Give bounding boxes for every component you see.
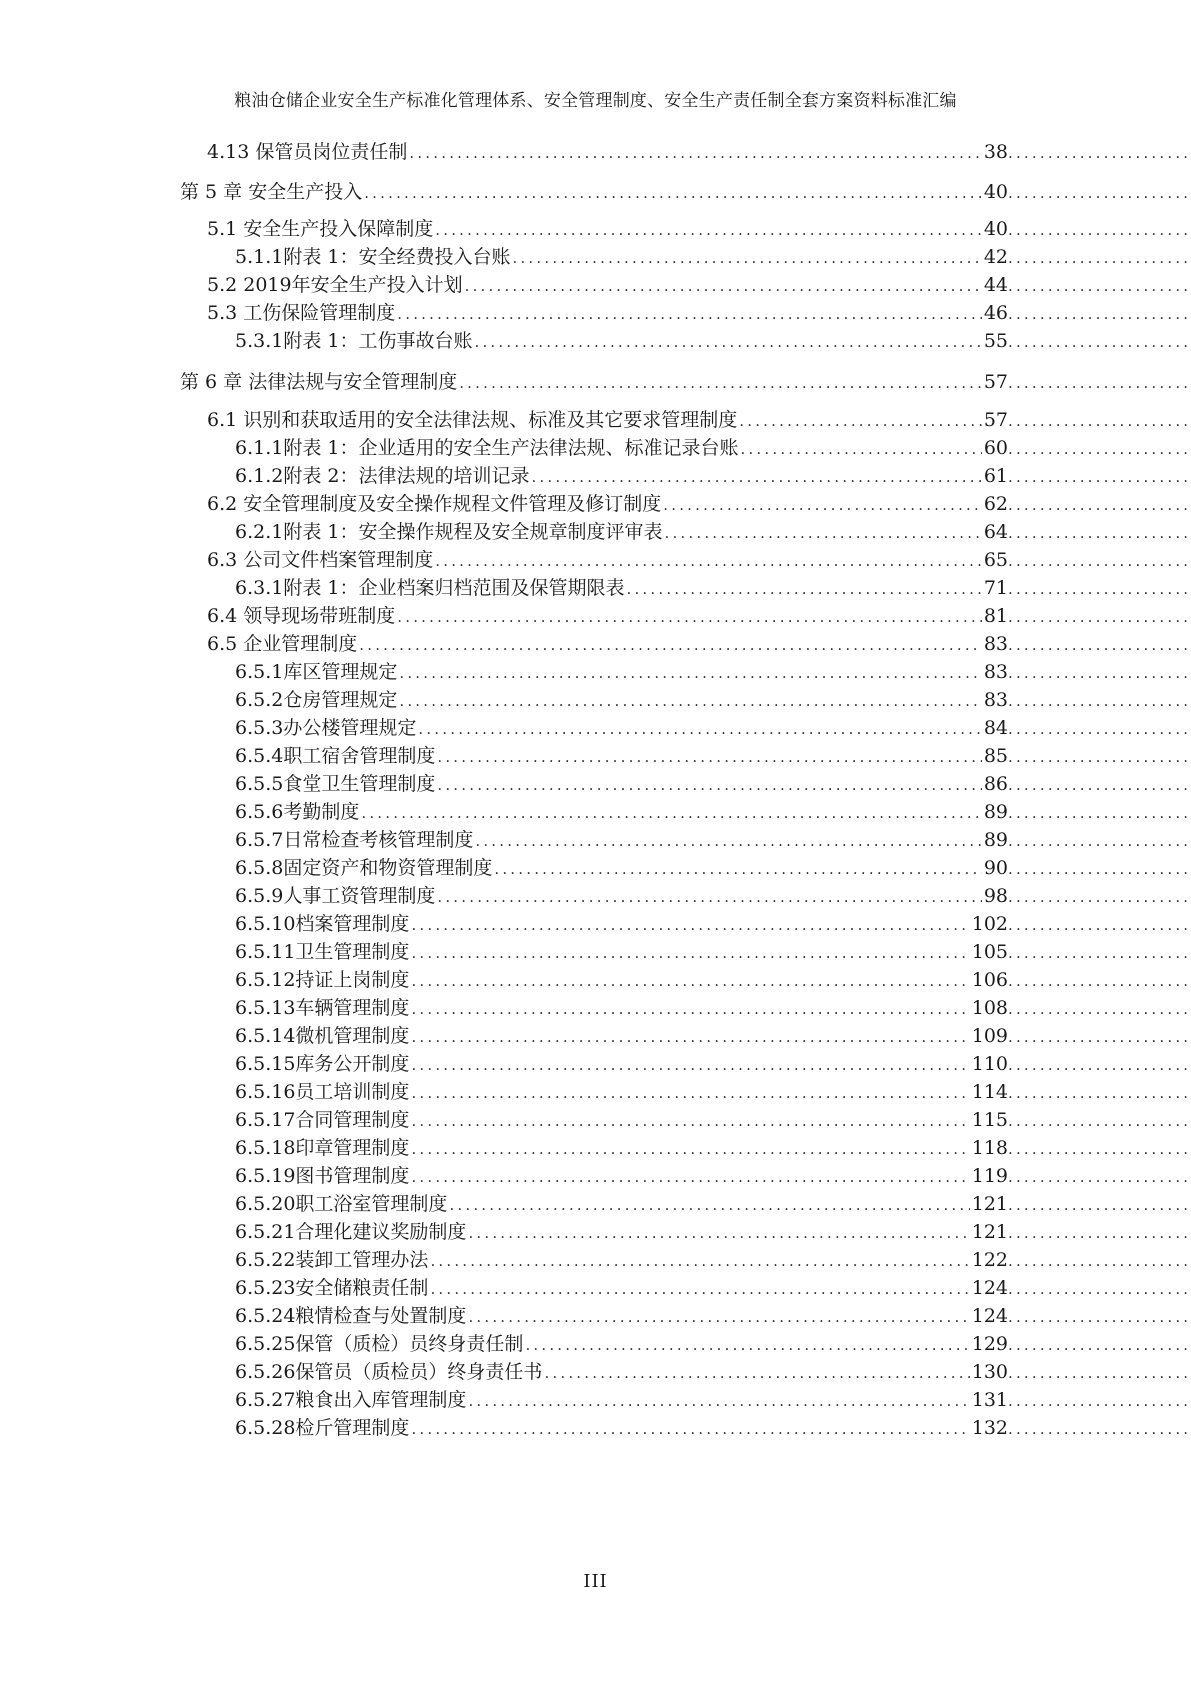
toc-entry-label: 6.5.18印章管理制度 [235, 1137, 410, 1159]
dot-leader-tail [1008, 1277, 1188, 1301]
toc-entry [235, 1220, 1188, 1244]
toc-entry-page: 106 [971, 969, 1008, 991]
dot-leader [531, 465, 981, 489]
dot-leader-tail [1008, 801, 1188, 825]
dot-leader-tail [1008, 1137, 1188, 1161]
toc-entry [235, 329, 1188, 353]
toc-entry-label: 6.5.1库区管理规定 [235, 661, 398, 683]
toc-entry-page: 40 [983, 218, 1008, 240]
dot-leader-tail [1008, 1333, 1188, 1357]
toc-entry-label: 第 6 章 法律法规与安全管理制度 [180, 371, 458, 393]
dot-leader-tail [1008, 181, 1188, 205]
toc-chapter-entry [180, 180, 1188, 204]
toc-entry [207, 604, 1188, 628]
dot-leader-tail [1008, 605, 1188, 629]
toc-entry-page: 65 [983, 549, 1008, 571]
toc-entry-label: 6.5.16员工培训制度 [235, 1081, 410, 1103]
toc-entry-label: 5.2 2019年安全生产投入计划 [207, 274, 463, 296]
toc-entry [235, 1052, 1188, 1076]
toc-entry-label: 6.1.2附表 2：法律法规的培训记录 [235, 465, 530, 487]
toc-entry [235, 464, 1188, 488]
toc-entry-page: 83 [983, 661, 1008, 683]
toc-entry-label: 6.2 安全管理制度及安全操作规程文件管理及修订制度 [207, 493, 662, 515]
dot-leader-tail [1008, 1165, 1188, 1189]
toc-entry-label: 6.5.4职工宿舍管理制度 [235, 745, 436, 767]
dot-leader [430, 1277, 969, 1301]
toc-entry-label: 6.5.28检斤管理制度 [235, 1417, 410, 1439]
dot-leader [435, 549, 982, 573]
dot-leader [411, 941, 969, 965]
dot-leader [739, 409, 982, 433]
toc-entry-page: 62 [983, 493, 1008, 515]
toc-entry-page: 124 [971, 1305, 1008, 1327]
toc-entry-label: 6.2.1附表 1：安全操作规程及安全规章制度评审表 [235, 521, 663, 543]
dot-leader-tail [1008, 773, 1188, 797]
dot-leader-tail [1008, 913, 1188, 937]
dot-leader [364, 181, 982, 205]
dot-leader-tail [1008, 941, 1188, 965]
toc-entry-page: 132 [971, 1417, 1008, 1439]
toc-entry [235, 912, 1188, 936]
dot-leader-tail [1008, 521, 1188, 545]
toc-entry-label: 6.5.8固定资产和物资管理制度 [235, 857, 493, 879]
dot-leader-tail [1008, 1417, 1188, 1441]
toc-entry [235, 1388, 1188, 1412]
toc-entry-page: 109 [971, 1025, 1008, 1047]
toc-entry-label: 6.1 识别和获取适用的安全法律法规、标准及其它要求管理制度 [207, 409, 738, 431]
toc-entry [235, 520, 1188, 544]
toc-entry-label: 6.5.19图书管理制度 [235, 1165, 410, 1187]
dot-leader-tail [1008, 969, 1188, 993]
dot-leader-tail [1008, 246, 1188, 270]
toc-entry-page: 57 [983, 409, 1008, 431]
toc-entry-label: 6.5.11卫生管理制度 [235, 941, 410, 963]
dot-leader [740, 437, 981, 461]
toc-entry [207, 217, 1188, 241]
toc-entry-label: 6.5.26保管员（质检员）终身责任书 [235, 1361, 543, 1383]
dot-leader [468, 1221, 969, 1245]
dot-leader-tail [1008, 493, 1188, 517]
dot-leader [399, 661, 981, 685]
toc-entry-label: 6.5.15库务公开制度 [235, 1053, 410, 1075]
dot-leader [494, 857, 981, 881]
toc-entry-page: 61 [983, 465, 1008, 487]
dot-leader-tail [1008, 1305, 1188, 1329]
toc-entry [235, 772, 1188, 796]
dot-leader-tail [1008, 633, 1188, 657]
dot-leader [411, 1137, 969, 1161]
toc-entry [235, 660, 1188, 684]
toc-entry-label: 6.5.6考勤制度 [235, 801, 360, 823]
toc-entry [235, 940, 1188, 964]
toc-entry-label: 6.5.12持证上岗制度 [235, 969, 410, 991]
toc-entry [207, 301, 1188, 325]
dot-leader [475, 829, 981, 853]
dot-leader [435, 218, 982, 242]
toc-entry-page: 81 [983, 605, 1008, 627]
toc-entry-label: 6.5.17合同管理制度 [235, 1109, 410, 1131]
toc-entry-label: 6.5.14微机管理制度 [235, 1025, 410, 1047]
toc-entry-page: 46 [983, 302, 1008, 324]
toc-entry-page: 122 [971, 1249, 1008, 1271]
toc-entry [207, 140, 1188, 164]
dot-leader-tail [1008, 218, 1188, 242]
toc-entry-label: 6.5.21合理化建议奖励制度 [235, 1221, 467, 1243]
toc-entry-label: 5.1.1附表 1：安全经费投入台账 [235, 246, 511, 268]
dot-leader-tail [1008, 409, 1188, 433]
dot-leader-tail [1008, 1081, 1188, 1105]
toc-entry-page: 121 [971, 1221, 1008, 1243]
toc-entry-label: 6.5.20职工浴室管理制度 [235, 1193, 448, 1215]
toc-entry-page: 40 [983, 181, 1008, 203]
toc-entry [235, 1276, 1188, 1300]
dot-leader [359, 633, 982, 657]
toc-entry-page: 55 [983, 330, 1008, 352]
toc-entry [235, 968, 1188, 992]
dot-leader [361, 801, 981, 825]
toc-entry [207, 548, 1188, 572]
dot-leader-tail [1008, 1361, 1188, 1385]
toc-entry [235, 744, 1188, 768]
toc-entry [235, 1164, 1188, 1188]
dot-leader [663, 493, 982, 517]
toc-entry [235, 1360, 1188, 1384]
toc-entry-page: 89 [983, 801, 1008, 823]
dot-leader-tail [1008, 577, 1188, 601]
toc-entry-page: 102 [971, 913, 1008, 935]
toc-entry-page: 90 [983, 857, 1008, 879]
dot-leader [468, 1389, 969, 1413]
dot-leader-tail [1008, 371, 1188, 395]
dot-leader [430, 1249, 969, 1273]
dot-leader [465, 274, 982, 298]
dot-leader-tail [1008, 549, 1188, 573]
dot-leader [399, 689, 981, 713]
toc-entry-page: 57 [983, 371, 1008, 393]
toc-entry [235, 245, 1188, 269]
dot-leader [411, 1025, 969, 1049]
toc-entry-label: 6.5.9人事工资管理制度 [235, 885, 436, 907]
toc-entry-page: 124 [971, 1277, 1008, 1299]
toc-entry-label: 6.5.24粮情检查与处置制度 [235, 1305, 467, 1327]
dot-leader-tail [1008, 437, 1188, 461]
toc-entry [235, 1304, 1188, 1328]
toc-entry [235, 800, 1188, 824]
toc-entry-page: 64 [983, 521, 1008, 543]
toc-entry-page: 89 [983, 829, 1008, 851]
toc-entry-page: 121 [971, 1193, 1008, 1215]
toc-entry-label: 6.5.10档案管理制度 [235, 913, 410, 935]
dot-leader-tail [1008, 717, 1188, 741]
dot-leader-tail [1008, 274, 1188, 298]
dot-leader-tail [1008, 330, 1188, 354]
toc-entry-page: 131 [971, 1389, 1008, 1411]
dot-leader-tail [1008, 661, 1188, 685]
dot-leader-tail [1008, 689, 1188, 713]
dot-leader [449, 1193, 969, 1217]
dot-leader [664, 521, 981, 545]
toc-entry [235, 1080, 1188, 1104]
dot-leader [411, 1109, 969, 1133]
toc-entry-label: 6.5.25保管（质检）员终身责任制 [235, 1333, 524, 1355]
dot-leader-tail [1008, 302, 1188, 326]
dot-leader [409, 141, 981, 165]
dot-leader [437, 745, 981, 769]
dot-leader-tail [1008, 1221, 1188, 1245]
dot-leader [626, 577, 981, 601]
dot-leader-tail [1008, 745, 1188, 769]
dot-leader [418, 717, 981, 741]
toc-entry [235, 1192, 1188, 1216]
toc-entry-page: 42 [983, 246, 1008, 268]
dot-leader [411, 1417, 969, 1441]
dot-leader-tail [1008, 829, 1188, 853]
toc-entry-label: 6.1.1附表 1：企业适用的安全生产法律法规、标准记录台账 [235, 437, 739, 459]
toc-entry-label: 6.3.1附表 1：企业档案归档范围及保管期限表 [235, 577, 625, 599]
toc-entry-label: 6.5 企业管理制度 [207, 633, 358, 655]
toc-entry-label: 6.5.5食堂卫生管理制度 [235, 773, 436, 795]
toc-entry [235, 576, 1188, 600]
dot-leader-tail [1008, 1249, 1188, 1273]
toc-entry-page: 83 [983, 633, 1008, 655]
dot-leader-tail [1008, 465, 1188, 489]
toc-entry-label: 6.5.13车辆管理制度 [235, 997, 410, 1019]
dot-leader [525, 1333, 969, 1357]
running-header: 粮油仓储企业安全生产标准化管理体系、安全管理制度、安全生产责任制全套方案资料标准汇编 [234, 91, 957, 111]
page-number: III [583, 1571, 608, 1592]
toc-entry-page: 83 [983, 689, 1008, 711]
toc-chapter-entry [180, 370, 1188, 394]
toc-entry-page: 84 [983, 717, 1008, 739]
dot-leader-tail [1008, 885, 1188, 909]
dot-leader [411, 969, 969, 993]
toc-entry-label: 6.5.2仓房管理规定 [235, 689, 398, 711]
dot-leader [437, 885, 981, 909]
toc-entry [235, 1024, 1188, 1048]
toc-entry [235, 436, 1188, 460]
toc-entry [235, 688, 1188, 712]
toc-entry-label: 6.5.3办公楼管理规定 [235, 717, 417, 739]
dot-leader-tail [1008, 1025, 1188, 1049]
toc-entry-label: 6.5.22装卸工管理办法 [235, 1249, 429, 1271]
toc-entry-label: 6.4 领导现场带班制度 [207, 605, 396, 627]
dot-leader-tail [1008, 1053, 1188, 1077]
dot-leader [512, 246, 981, 270]
toc-entry [207, 273, 1188, 297]
toc-entry-page: 114 [971, 1081, 1008, 1103]
dot-leader [468, 1305, 969, 1329]
toc-entry-label: 6.3 公司文件档案管理制度 [207, 549, 434, 571]
toc-entry-page: 85 [983, 745, 1008, 767]
dot-leader-tail [1008, 141, 1188, 165]
toc-entry-page: 108 [971, 997, 1008, 1019]
dot-leader [411, 1165, 969, 1189]
toc-entry-page: 119 [971, 1165, 1008, 1187]
toc-entry [207, 492, 1188, 516]
toc-entry [235, 856, 1188, 880]
toc-entry [235, 1136, 1188, 1160]
toc-entry-page: 44 [983, 274, 1008, 296]
toc-entry [207, 632, 1188, 656]
toc-entry-page: 129 [971, 1333, 1008, 1355]
toc-entry [235, 1248, 1188, 1272]
toc-entry [207, 408, 1188, 432]
toc-entry-page: 60 [983, 437, 1008, 459]
toc-entry-label: 4.13 保管员岗位责任制 [207, 141, 408, 163]
dot-leader-tail [1008, 1193, 1188, 1217]
dot-leader-tail [1008, 1109, 1188, 1133]
toc-entry-page: 98 [983, 885, 1008, 907]
toc-entry-page: 115 [971, 1109, 1008, 1131]
toc-entry-page: 105 [971, 941, 1008, 963]
dot-leader [474, 330, 981, 354]
toc-entry [235, 1332, 1188, 1356]
dot-leader [437, 773, 981, 797]
toc-entry [235, 1108, 1188, 1132]
toc-entry-page: 118 [971, 1137, 1008, 1159]
dot-leader-tail [1008, 857, 1188, 881]
toc-entry [235, 716, 1188, 740]
toc-entry-page: 86 [983, 773, 1008, 795]
dot-leader [411, 913, 969, 937]
toc-entry-page: 130 [971, 1361, 1008, 1383]
toc-entry-label: 6.5.27粮食出入库管理制度 [235, 1389, 467, 1411]
toc-entry [235, 828, 1188, 852]
toc-entry-label: 5.1 安全生产投入保障制度 [207, 218, 434, 240]
toc-entry [235, 996, 1188, 1020]
dot-leader-tail [1008, 1389, 1188, 1413]
dot-leader [411, 1053, 969, 1077]
dot-leader [544, 1361, 969, 1385]
dot-leader [459, 371, 982, 395]
toc-entry-label: 5.3 工伤保险管理制度 [207, 302, 396, 324]
toc-entry [235, 884, 1188, 908]
dot-leader [397, 302, 982, 326]
dot-leader [411, 997, 969, 1021]
dot-leader [397, 605, 982, 629]
toc-entry-label: 第 5 章 安全生产投入 [180, 181, 363, 203]
toc-entry-label: 5.3.1附表 1：工伤事故台账 [235, 330, 473, 352]
toc-entry [235, 1416, 1188, 1440]
toc-entry-page: 110 [971, 1053, 1008, 1075]
toc-entry-label: 6.5.7日常检查考核管理制度 [235, 829, 474, 851]
dot-leader [411, 1081, 969, 1105]
toc-entry-label: 6.5.23安全储粮责任制 [235, 1277, 429, 1299]
toc-entry-page: 71 [983, 577, 1008, 599]
dot-leader-tail [1008, 997, 1188, 1021]
toc-entry-page: 38 [983, 141, 1008, 163]
